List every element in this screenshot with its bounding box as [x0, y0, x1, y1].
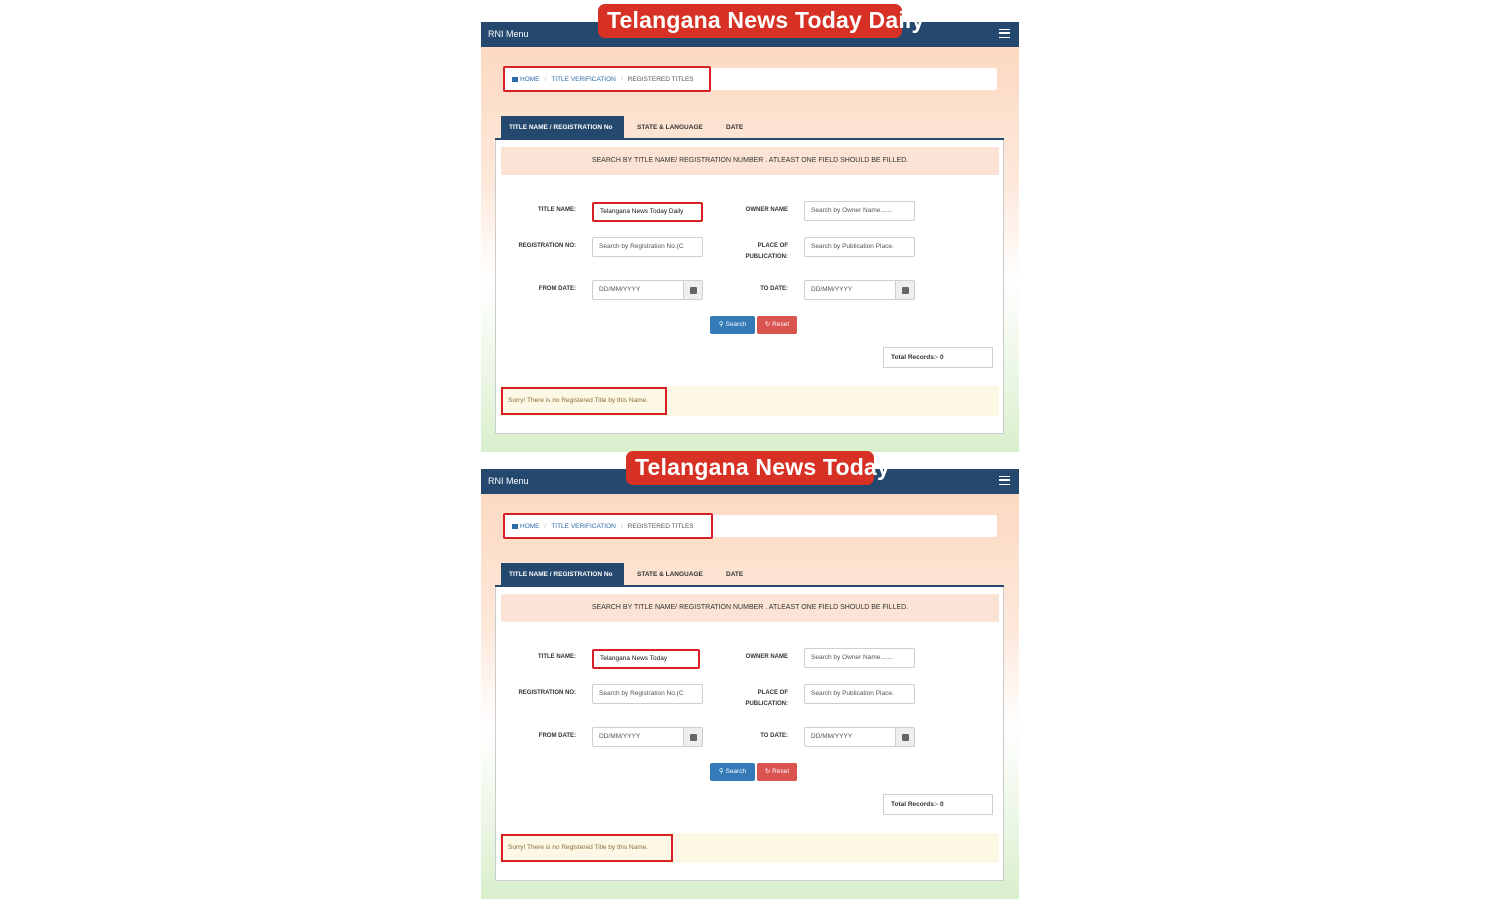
search-form-panel [495, 587, 1004, 881]
registration-no-label: REGISTRATION NO: [518, 243, 576, 249]
search-tabs [495, 563, 1004, 587]
breadcrumb-separator: / [620, 522, 623, 530]
reset-button-label: Reset [772, 321, 790, 328]
rni-menu-label[interactable]: RNI Menu [488, 476, 529, 486]
breadcrumb [503, 513, 713, 539]
banner-title: Telangana News Today Daily [598, 4, 902, 38]
banner-title: Telangana News Today [626, 451, 874, 485]
search-form-panel [495, 140, 1004, 434]
breadcrumb-separator: / [544, 522, 547, 530]
tab-title-name[interactable]: TITLE NAME / REGISTRATION No [501, 116, 624, 140]
breadcrumb-current: REGISTERED TITLES [627, 75, 694, 83]
tab-state-language[interactable]: STATE & LANGUAGE [637, 124, 703, 131]
rni-menu-label[interactable]: RNI Menu [488, 29, 529, 39]
to-date-calendar-button[interactable] [895, 280, 915, 300]
registration-no-label: REGISTRATION NO: [518, 690, 576, 696]
place-label-line1: PLACE OF [757, 690, 788, 696]
screenshot-panel-2 [481, 454, 1019, 899]
registration-no-input[interactable]: Search by Registration No.(C [592, 684, 703, 704]
breadcrumb-separator: / [544, 75, 547, 83]
home-icon [512, 524, 518, 529]
home-icon [512, 77, 518, 82]
search-icon: ⚲ [718, 768, 726, 775]
owner-name-input[interactable]: Search by Owner Name....... [804, 648, 915, 668]
tab-title-name[interactable]: TITLE NAME / REGISTRATION No [501, 563, 624, 587]
menu-icon[interactable] [999, 29, 1010, 38]
total-records: Total Records:- 0 [883, 794, 993, 815]
to-date-input[interactable]: DD/MM/YYYY [804, 727, 896, 747]
title-name-label: TITLE NAME: [538, 207, 576, 213]
no-result-message: Sorry! There is no Registered Title by this Name. [501, 834, 673, 862]
search-tabs [495, 116, 1004, 140]
to-date-calendar-button[interactable] [895, 727, 915, 747]
title-name-input[interactable]: Telangana News Today Daily [592, 202, 703, 222]
reset-button[interactable] [757, 316, 797, 334]
breadcrumb-home-link[interactable]: HOME [520, 75, 540, 83]
from-date-label: FROM DATE: [538, 286, 576, 292]
place-label-line1: PLACE OF [757, 243, 788, 249]
search-button[interactable] [710, 316, 755, 334]
search-button-label: Search [725, 321, 747, 328]
tab-date[interactable]: DATE [726, 124, 744, 131]
tab-state-language[interactable]: STATE & LANGUAGE [637, 571, 703, 578]
breadcrumb-current: REGISTERED TITLES [627, 522, 694, 530]
breadcrumb-bar [504, 515, 997, 537]
instruction-notice: SEARCH BY TITLE NAME/ REGISTRATION NUMBER . ATLEAST ONE FIELD SHOULD BE FILLED. [501, 594, 999, 622]
place-label-line2: PUBLICATION: [745, 254, 788, 260]
calendar-icon [902, 287, 909, 294]
refresh-icon: ↻ [764, 321, 773, 328]
search-button-label: Search [725, 768, 747, 775]
search-button[interactable] [710, 763, 755, 781]
reset-button-label: Reset [772, 768, 790, 775]
refresh-icon: ↻ [764, 768, 773, 775]
to-date-input[interactable]: DD/MM/YYYY [804, 280, 896, 300]
place-of-publication-label [698, 688, 788, 710]
menu-icon[interactable] [999, 476, 1010, 485]
to-date-label: TO DATE: [760, 733, 788, 739]
calendar-icon [690, 287, 697, 294]
from-date-input[interactable]: DD/MM/YYYY [592, 727, 684, 747]
place-of-publication-input[interactable]: Search by Publication Place. [804, 684, 915, 704]
from-date-input[interactable]: DD/MM/YYYY [592, 280, 684, 300]
instruction-notice: SEARCH BY TITLE NAME/ REGISTRATION NUMBER . ATLEAST ONE FIELD SHOULD BE FILLED. [501, 147, 999, 175]
no-result-alert-bar [500, 386, 999, 416]
place-of-publication-input[interactable]: Search by Publication Place. [804, 237, 915, 257]
calendar-icon [690, 734, 697, 741]
breadcrumb-bar [504, 68, 997, 90]
reset-button[interactable] [757, 763, 797, 781]
breadcrumb-verification-link[interactable]: TITLE VERIFICATION [551, 522, 616, 530]
breadcrumb-home-link[interactable]: HOME [520, 522, 540, 530]
owner-name-input[interactable]: Search by Owner Name....... [804, 201, 915, 221]
from-date-label: FROM DATE: [538, 733, 576, 739]
title-name-input[interactable]: Telangana News Today [592, 649, 700, 669]
no-result-message: Sorry! There is no Registered Title by this Name. [501, 387, 667, 415]
registration-no-input[interactable]: Search by Registration No.(C [592, 237, 703, 257]
calendar-icon [902, 734, 909, 741]
title-name-label: TITLE NAME: [538, 654, 576, 660]
tab-date[interactable]: DATE [726, 571, 744, 578]
owner-name-label: OWNER NAME [745, 207, 788, 213]
screenshot-panel-1 [481, 7, 1019, 452]
breadcrumb-verification-link[interactable]: TITLE VERIFICATION [551, 75, 616, 83]
search-icon: ⚲ [718, 321, 726, 328]
total-records: Total Records:- 0 [883, 347, 993, 368]
place-label-line2: PUBLICATION: [745, 701, 788, 707]
owner-name-label: OWNER NAME [745, 654, 788, 660]
to-date-label: TO DATE: [760, 286, 788, 292]
breadcrumb-separator: / [620, 75, 623, 83]
breadcrumb [503, 66, 711, 92]
place-of-publication-label [698, 241, 788, 263]
no-result-alert-bar [500, 833, 999, 863]
